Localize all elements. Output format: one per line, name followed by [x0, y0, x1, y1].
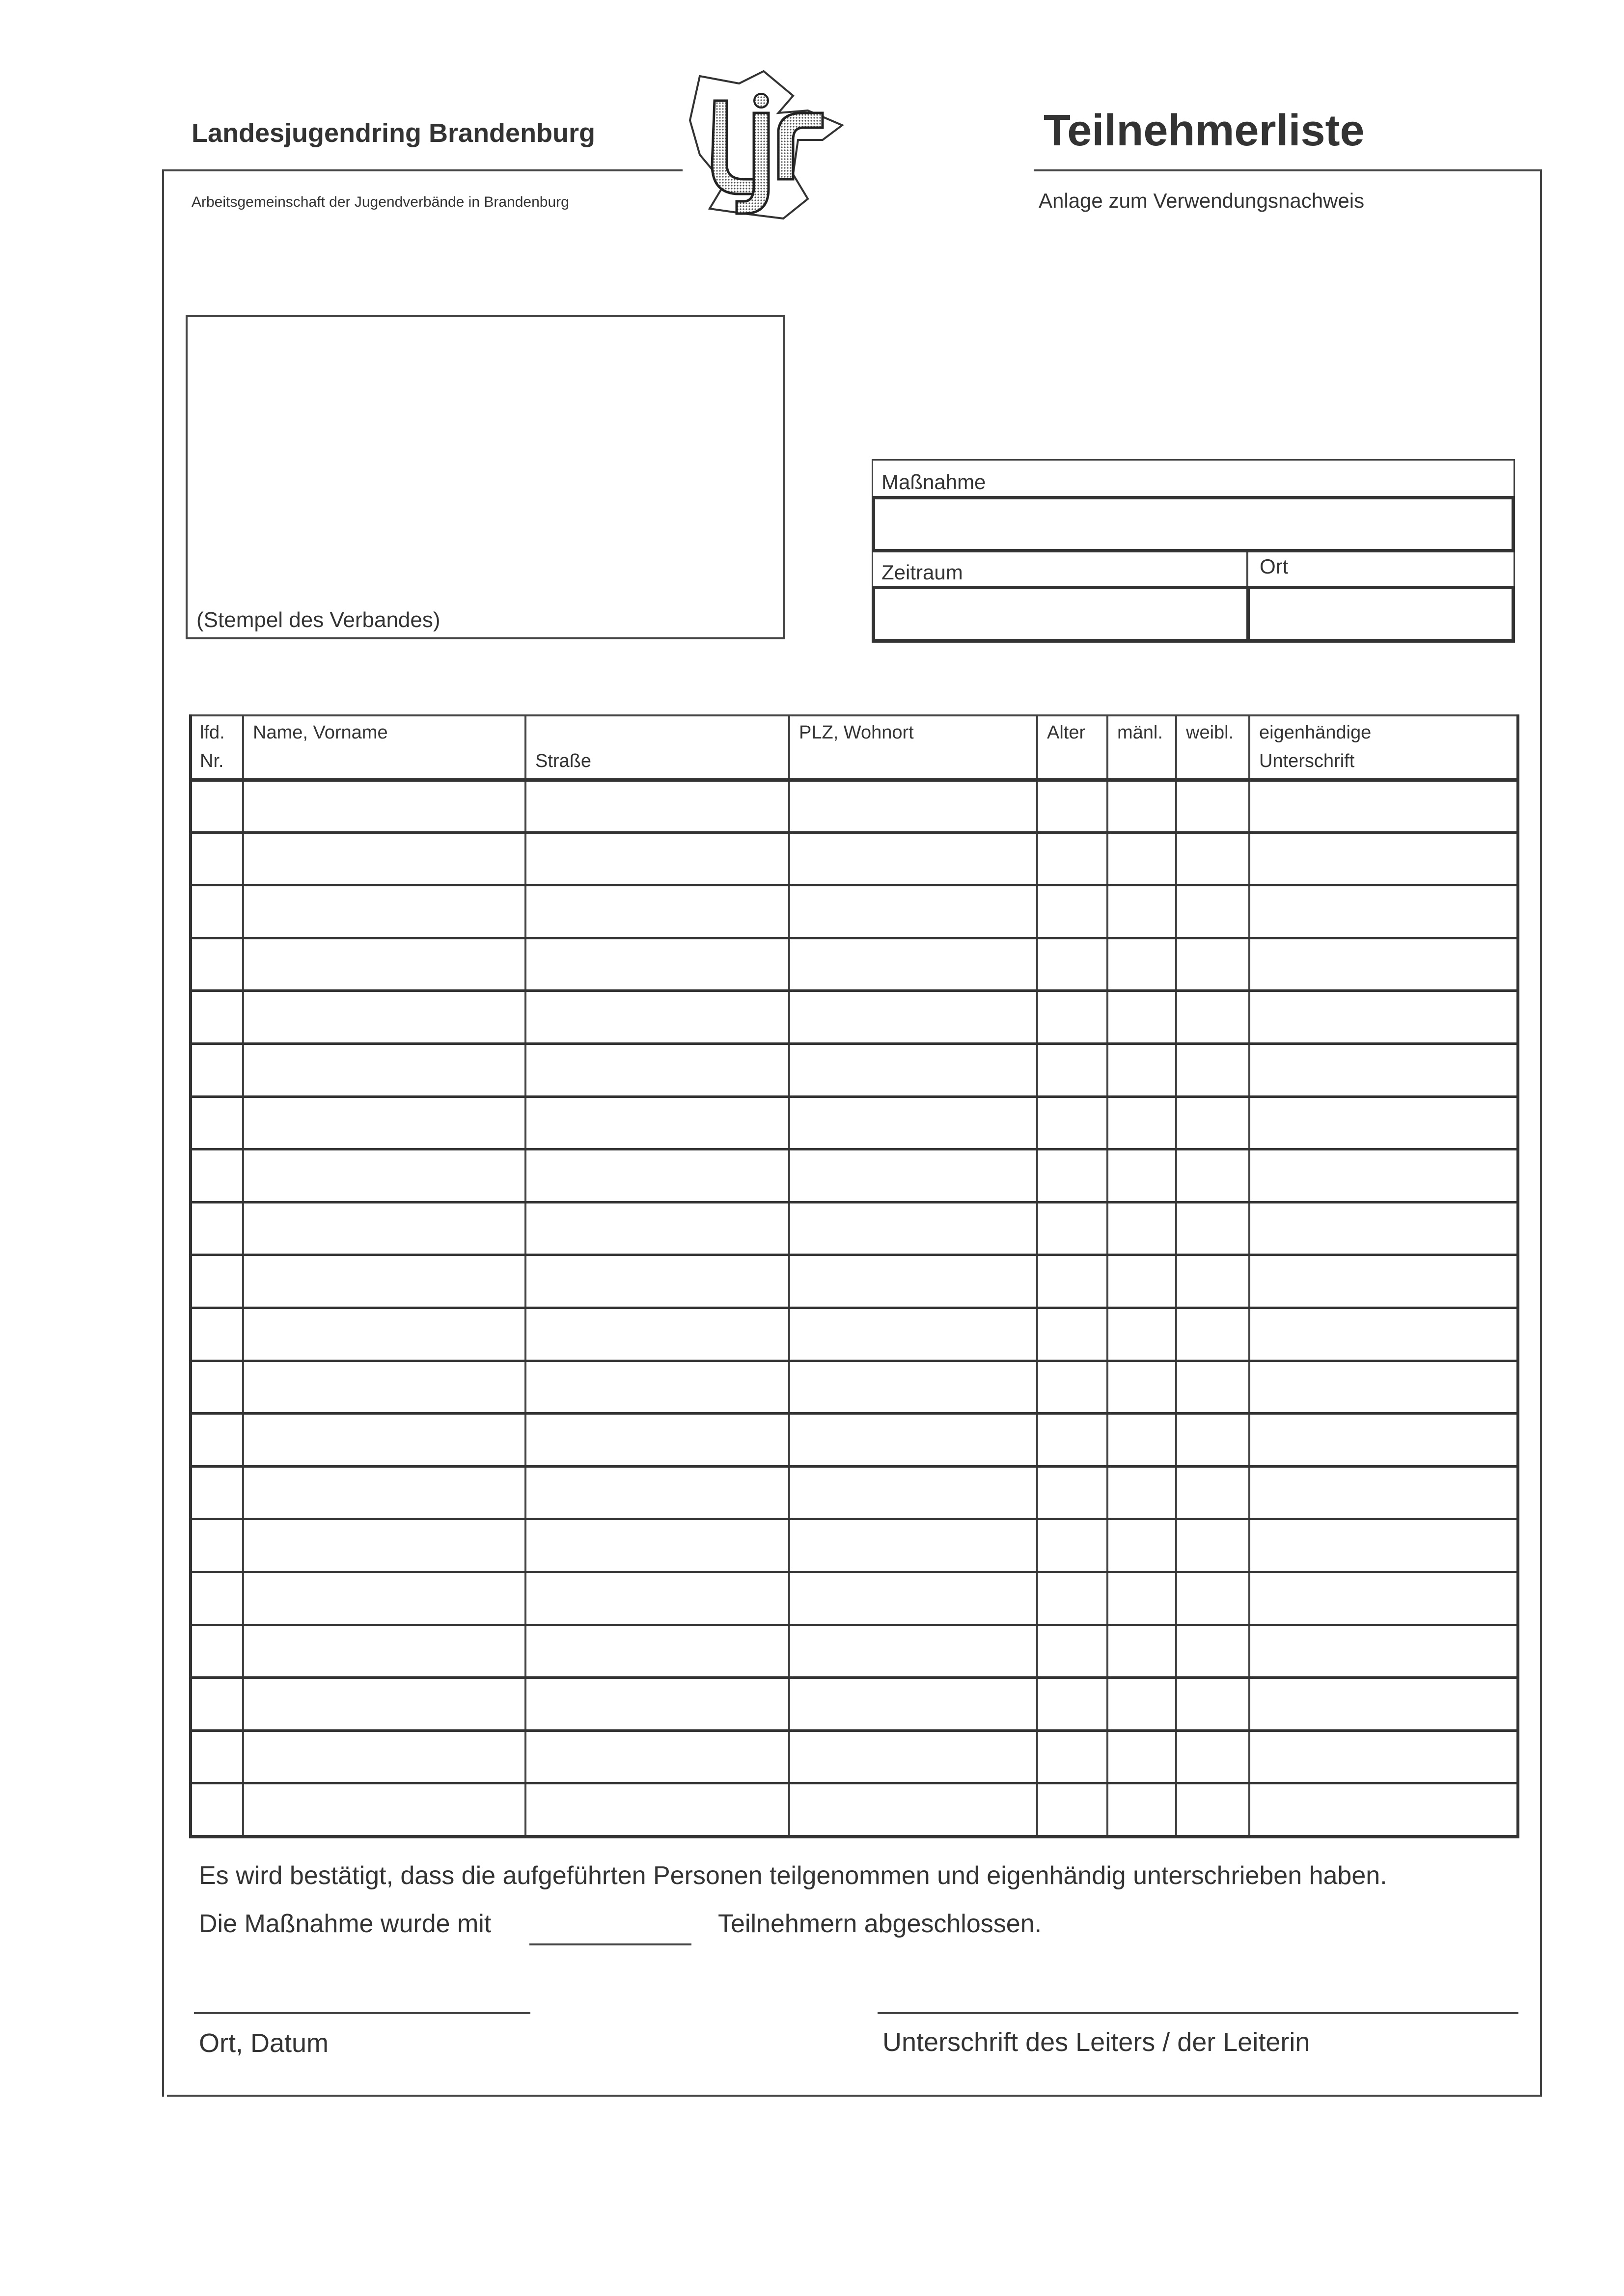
place-date-label: Ort, Datum: [199, 2028, 329, 2058]
place-label: Ort: [1260, 555, 1289, 578]
column-header-line1: eigenhändige: [1259, 722, 1372, 743]
page-title: Teilnehmerliste: [1044, 106, 1365, 155]
table-row[interactable]: [189, 1571, 1516, 1624]
table-row[interactable]: [189, 1307, 1516, 1360]
column-header: [1259, 718, 1513, 775]
column-header-line2: Unterschrift: [1259, 751, 1355, 771]
column-header: [200, 718, 238, 775]
stamp-box: [186, 315, 785, 639]
table-row[interactable]: [189, 937, 1516, 990]
column-header-line1: lfd.: [200, 722, 225, 743]
frame-left: [162, 169, 164, 2097]
table-row[interactable]: [189, 1676, 1516, 1729]
column-header-line1: Name, Vorname: [253, 722, 388, 743]
column-header: [1117, 718, 1171, 747]
measure-field[interactable]: [872, 496, 1515, 552]
column-header-line1: mänl.: [1117, 722, 1163, 743]
completed-prefix: Die Maßnahme wurde mit: [199, 1910, 492, 1938]
table-row[interactable]: [189, 831, 1516, 884]
org-name: Landesjugendring Brandenburg: [192, 118, 596, 148]
table-row[interactable]: [189, 1360, 1516, 1413]
column-header: [253, 718, 521, 747]
period-label: Zeitraum: [881, 561, 963, 584]
table-row[interactable]: [189, 1782, 1516, 1835]
leader-signature-line[interactable]: [878, 2012, 1518, 2014]
table-row[interactable]: [189, 1148, 1516, 1201]
header-rule-right: [1034, 169, 1542, 171]
frame-right: [1540, 169, 1542, 2097]
table-row[interactable]: [189, 1095, 1516, 1148]
table-column-line: [1516, 714, 1519, 1837]
period-field[interactable]: [872, 586, 1250, 642]
table-row[interactable]: [189, 1624, 1516, 1677]
stamp-label: (Stempel des Verbandes): [196, 608, 440, 632]
table-row[interactable]: [189, 989, 1516, 1042]
column-header-line1: [535, 718, 784, 747]
column-header: [535, 718, 784, 775]
leader-signature-label: Unterschrift des Leiters / der Leiterin: [882, 2027, 1310, 2057]
column-header-line2: Nr.: [200, 751, 224, 771]
table-row[interactable]: [189, 778, 1516, 831]
period-place-divider: [1246, 552, 1248, 587]
table-row[interactable]: [189, 1201, 1516, 1254]
column-header: [1186, 718, 1244, 747]
header-rule-left: [162, 169, 683, 171]
column-header-line1: PLZ, Wohnort: [799, 722, 914, 743]
frame-bottom: [167, 2095, 1542, 2097]
participant-count-line[interactable]: [529, 1943, 691, 1945]
table-row[interactable]: [189, 1042, 1516, 1095]
table-row[interactable]: [189, 1465, 1516, 1518]
table-row[interactable]: [189, 1254, 1516, 1307]
table-row[interactable]: [189, 1518, 1516, 1571]
table-header-top: [189, 714, 1516, 716]
column-header-line1: Alter: [1047, 722, 1086, 743]
org-subtitle: Arbeitsgemeinschaft der Jugendverbände in Brandenburg: [192, 194, 569, 210]
table-row[interactable]: [189, 1412, 1516, 1465]
confirmation-text: Es wird bestätigt, dass die aufgeführten Personen teilgenommen und eigenhändig unterschrieben haben.: [199, 1861, 1387, 1890]
completed-suffix: Teilnehmern abgeschlossen.: [718, 1910, 1042, 1938]
measure-label: Maßnahme: [881, 470, 986, 493]
column-header-line2: Straße: [535, 751, 592, 771]
page-subtitle: Anlage zum Verwendungsnachweis: [1039, 189, 1365, 212]
column-header-line1: weibl.: [1186, 722, 1234, 743]
column-header: [799, 718, 1032, 747]
column-header: [1047, 718, 1102, 747]
place-date-line[interactable]: [194, 2012, 530, 2014]
table-row[interactable]: [189, 1729, 1516, 1782]
table-row[interactable]: [189, 884, 1516, 937]
place-field[interactable]: [1246, 586, 1515, 642]
table-row-line: [189, 1835, 1519, 1838]
ljr-logo: [680, 66, 852, 228]
